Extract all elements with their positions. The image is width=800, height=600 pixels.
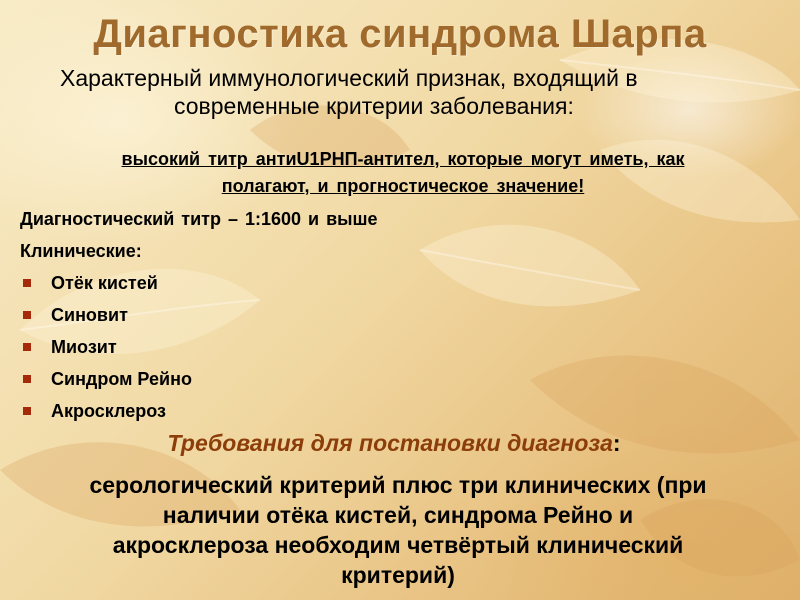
final-line-1: серологический критерий плюс три клинических (при bbox=[89, 472, 707, 498]
list-item bbox=[20, 368, 192, 400]
subtitle-line-2: современные критерии заболевания: bbox=[174, 93, 574, 119]
diagnosis-requirement-text bbox=[28, 470, 768, 590]
highlight-line-2: полагают, и прогностическое значение! bbox=[221, 176, 585, 196]
highlight-statement bbox=[48, 146, 758, 200]
requirements-colon: : bbox=[612, 430, 621, 456]
slide-title: Диагностика синдрома Шарпа bbox=[93, 12, 707, 56]
list-item bbox=[20, 304, 192, 336]
requirements-heading-text: Требования для постановки диагноза bbox=[167, 430, 613, 456]
list-item-label: Акросклероз bbox=[51, 401, 166, 421]
final-line-4: критерий) bbox=[341, 562, 455, 588]
square-bullet-icon bbox=[23, 279, 31, 287]
subtitle-line-1: Характерный иммунологический признак, входящий в bbox=[60, 65, 638, 91]
square-bullet-icon bbox=[23, 311, 31, 319]
final-line-3: акросклероза необходим четвёртый клинический bbox=[112, 532, 684, 558]
list-item-label: Синдром Рейно bbox=[51, 369, 192, 389]
list-item-label: Отёк кистей bbox=[51, 273, 158, 293]
final-line-2: наличии отёка кистей, синдрома Рейно и bbox=[162, 502, 634, 528]
highlight-line-1: высокий титр антиU1РНП-антител, которые могут иметь, как bbox=[121, 149, 685, 169]
subtitle bbox=[60, 64, 760, 120]
list-item bbox=[20, 336, 192, 368]
square-bullet-icon bbox=[23, 375, 31, 383]
square-bullet-icon bbox=[23, 407, 31, 415]
list-item-label: Синовит bbox=[51, 305, 128, 325]
clinical-list bbox=[20, 272, 192, 432]
list-item bbox=[20, 272, 192, 304]
list-item bbox=[20, 400, 192, 432]
square-bullet-icon bbox=[23, 343, 31, 351]
requirements-heading bbox=[0, 430, 788, 457]
diagnostic-titer: Диагностический титр – 1:1600 и выше bbox=[20, 209, 378, 229]
clinical-heading: Клинические: bbox=[20, 241, 142, 261]
list-item-label: Миозит bbox=[51, 337, 117, 357]
